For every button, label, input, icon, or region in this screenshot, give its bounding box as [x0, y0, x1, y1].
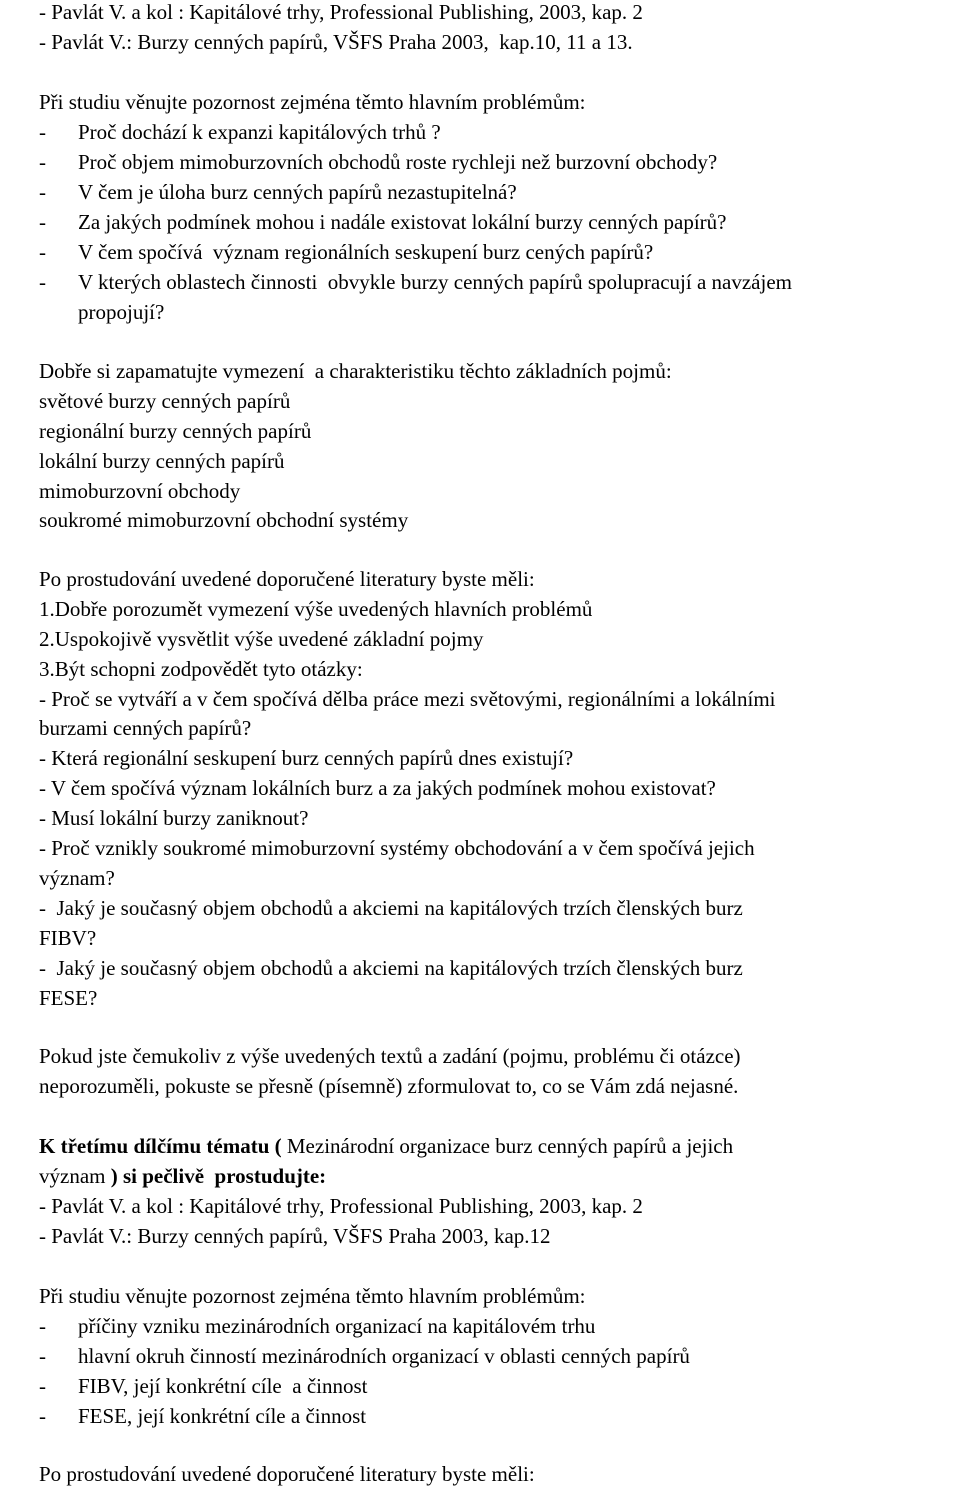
term-item: regionální burzy cenných papírů	[39, 419, 312, 443]
question-line: - Proč se vytváří a v čem spočívá dělba práce mezi světovými, regionálními a lokálními	[39, 687, 776, 711]
question-line: - Proč vznikly soukromé mimoburzovní systémy obchodování a v čem spočívá jejich	[39, 836, 755, 860]
topic-heading-title: význam	[39, 1164, 111, 1188]
question-line: - Jaký je současný objem obchodů a akciemi na kapitálových trzích členských burz	[39, 896, 743, 920]
outcome-line: 3.Být schopni zodpovědět tyto otázky:	[39, 657, 363, 681]
list-dash: -	[39, 210, 46, 234]
list-item: FIBV, její konkrétní cíle a činnost	[78, 1374, 368, 1398]
section-heading: Dobře si zapamatujte vymezení a charakteristiku těchto základních pojmů:	[39, 359, 672, 383]
list-item: Proč objem mimoburzovních obchodů roste rychleji než burzovní obchody?	[78, 150, 718, 174]
question-line: - V čem spočívá význam lokálních burz a za jakých podmínek mohou existovat?	[39, 776, 716, 800]
question-line: FIBV?	[39, 926, 97, 950]
note-line: neporozuměli, pokuste se přesně (písemně) zformulovat to, co se Vám zdá nejasné.	[39, 1074, 739, 1098]
question-line: burzami cenných papírů?	[39, 716, 252, 740]
literature-line: - Pavlát V.: Burzy cenných papírů, VŠFS Praha 2003, kap.10, 11 a 13.	[39, 30, 633, 54]
topic-heading-title: Mezinárodní organizace burz cenných papírů a jejich	[286, 1134, 734, 1158]
list-item: V čem je úloha burz cenných papírů nezastupitelná?	[78, 180, 517, 204]
list-dash: -	[39, 180, 46, 204]
literature-line: - Pavlát V. a kol : Kapitálové trhy, Professional Publishing, 2003, kap. 2	[39, 0, 643, 24]
list-dash: -	[39, 120, 46, 144]
list-dash: -	[39, 270, 46, 294]
term-item: mimoburzovní obchody	[39, 479, 241, 503]
term-item: soukromé mimoburzovní obchodní systémy	[39, 508, 409, 532]
list-dash: -	[39, 150, 46, 174]
section-heading: Při studiu věnujte pozornost zejména těmto hlavním problémům:	[39, 90, 586, 114]
section-heading: Po prostudování uvedené doporučené literatury byste měli:	[39, 567, 535, 591]
note-line: Pokud jste čemukoliv z výše uvedených textů a zadání (pojmu, problému či otázce)	[39, 1044, 741, 1068]
question-line: - Která regionální seskupení burz cenných papírů dnes existují?	[39, 746, 574, 770]
question-line: FESE?	[39, 986, 98, 1010]
section-heading: Při studiu věnujte pozornost zejména těmto hlavním problémům:	[39, 1284, 586, 1308]
list-item: V kterých oblastech činnosti obvykle burzy cenných papírů spolupracují a navzájem	[78, 270, 792, 294]
list-item: příčiny vzniku mezinárodních organizací na kapitálovém trhu	[78, 1314, 596, 1338]
list-item: Proč dochází k expanzi kapitálových trhů ?	[78, 120, 441, 144]
list-item-continuation: propojují?	[78, 300, 165, 324]
topic-heading-bold: ) si pečlivě prostudujte:	[110, 1164, 327, 1188]
list-dash: -	[39, 1404, 46, 1428]
topic-heading-bold: K třetímu dílčímu tématu (	[39, 1134, 287, 1158]
literature-line: - Pavlát V.: Burzy cenných papírů, VŠFS Praha 2003, kap.12	[39, 1224, 551, 1248]
question-line: - Jaký je současný objem obchodů a akciemi na kapitálových trzích členských burz	[39, 956, 743, 980]
list-dash: -	[39, 1314, 46, 1338]
list-item: Za jakých podmínek mohou i nadále existovat lokální burzy cenných papírů?	[78, 210, 727, 234]
term-item: lokální burzy cenných papírů	[39, 449, 285, 473]
list-dash: -	[39, 240, 46, 264]
list-item: hlavní okruh činností mezinárodních organizací v oblasti cenných papírů	[78, 1344, 690, 1368]
term-item: světové burzy cenných papírů	[39, 389, 291, 413]
topic-heading	[39, 1134, 733, 1158]
outcome-line: 2.Uspokojivě vysvětlit výše uvedené základní pojmy	[39, 627, 484, 651]
list-item: V čem spočívá význam regionálních seskupení burz cených papírů?	[78, 240, 654, 264]
topic-heading-continuation	[39, 1164, 326, 1188]
section-heading: Po prostudování uvedené doporučené literatury byste měli:	[39, 1462, 535, 1486]
question-line: - Musí lokální burzy zaniknout?	[39, 806, 309, 830]
list-item: FESE, její konkrétní cíle a činnost	[78, 1404, 367, 1428]
question-line: význam?	[39, 866, 115, 890]
list-dash: -	[39, 1374, 46, 1398]
literature-line: - Pavlát V. a kol : Kapitálové trhy, Professional Publishing, 2003, kap. 2	[39, 1194, 643, 1218]
list-dash: -	[39, 1344, 46, 1368]
outcome-line: 1.Dobře porozumět vymezení výše uvedených hlavních problémů	[39, 597, 593, 621]
